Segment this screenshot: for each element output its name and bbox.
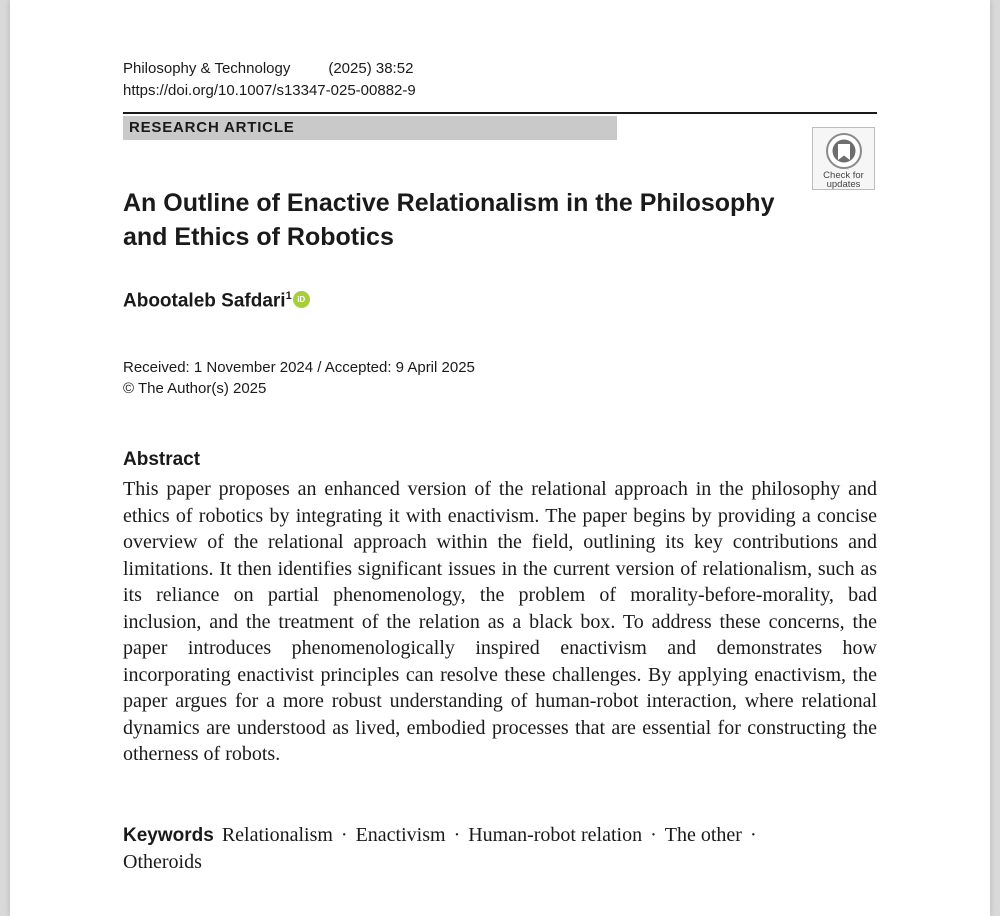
- keywords-label: Keywords: [123, 825, 214, 846]
- doi-link[interactable]: https://doi.org/10.1007/s13347-025-00882-9: [123, 82, 416, 99]
- orcid-icon[interactable]: iD: [293, 291, 310, 308]
- author-line: [123, 290, 310, 312]
- publication-dates: [123, 357, 475, 399]
- journal-volume: (2025) 38:52: [328, 60, 414, 77]
- article-type-label: RESEARCH ARTICLE: [123, 116, 617, 140]
- paper-page: [10, 0, 990, 916]
- keyword-item: Otheroids: [123, 851, 202, 873]
- abstract-text: This paper proposes an enhanced version of the relational approach in the philosophy and ethics of robotics by integrating it with enactivism. The paper begins by providing a concise overview of the relational approach within the field, outlining its key contributions and limitations. It then identifies significant issues in the current version of relationalism, such as its reliance on partial phenomenology, the problem of morality-before-morality, bad inclusion, and the treatment of the relation as a black box. To address these concerns, the paper introduces phenomenologically inspired enactivism and demonstrates how incorporating enactivist principles can resolve these challenges. By applying enactivism, the paper argues for a more robust understanding of human-robot interaction, where relational dynamics are understood as lived, embodied processes that are essential for constructing the otherness of robots.: [123, 478, 877, 765]
- journal-name: Philosophy & Technology: [123, 60, 291, 77]
- keyword-item: Human-robot relation: [468, 824, 643, 846]
- header-rule: [123, 112, 877, 114]
- author-affiliation: 1: [285, 290, 292, 302]
- keyword-separator: ·: [749, 824, 757, 846]
- keyword-separator: ·: [650, 824, 657, 846]
- keyword-item: Enactivism: [355, 824, 446, 846]
- keywords-section: [123, 822, 877, 876]
- check-text-line2: updates: [826, 179, 861, 190]
- check-text-line1: Check for: [823, 170, 864, 181]
- abstract-heading: Abstract: [123, 449, 201, 470]
- check-for-updates-button[interactable]: [812, 127, 875, 190]
- keyword-item: The other: [664, 824, 742, 846]
- keyword-separator: ·: [453, 824, 461, 846]
- keyword-item: Relationalism: [221, 824, 333, 846]
- copyright-notice: © The Author(s) 2025: [123, 380, 267, 397]
- author-name: Abootaleb Safdari: [123, 290, 286, 312]
- journal-citation: [123, 60, 413, 77]
- article-title: An Outline of Enactive Relationalism in the Philosophy and Ethics of Robotics: [123, 189, 775, 251]
- keyword-separator: ·: [340, 824, 348, 846]
- check-for-updates-icon: [825, 132, 863, 170]
- received-accepted-dates: Received: 1 November 2024 / Accepted: 9 April 2025: [123, 359, 475, 376]
